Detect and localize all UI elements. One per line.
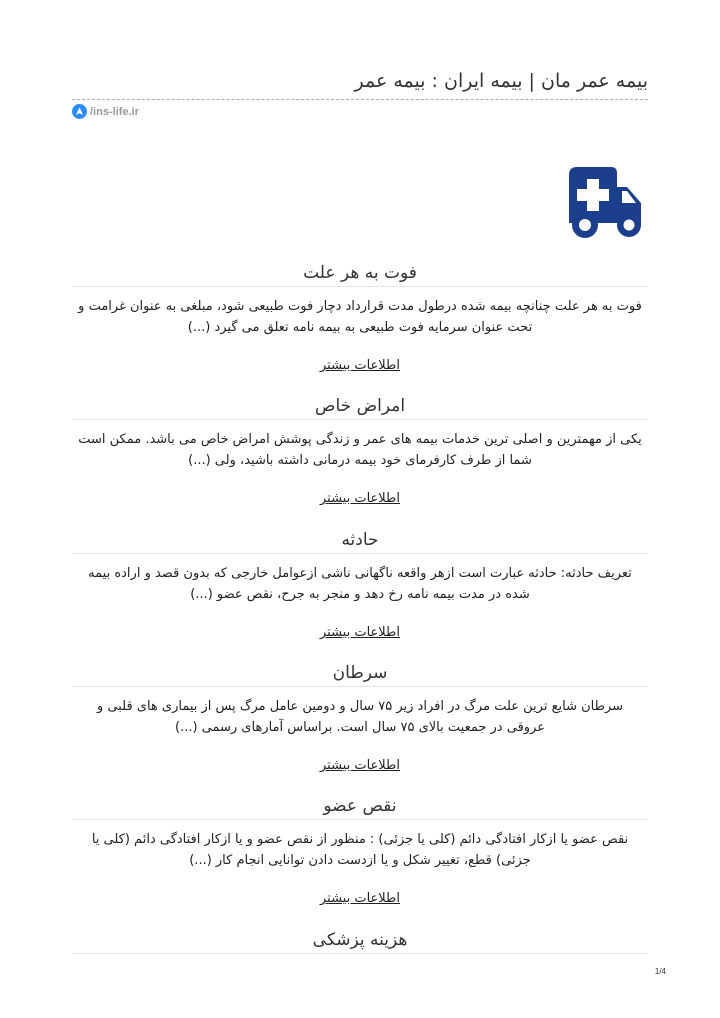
navigation-arrow-icon — [72, 104, 87, 119]
section-description: نقص عضو یا ازکار افتادگی دائم (کلی یا جزئی) : منظور از نقص عضو و یا ازکار افتادگی دائم (کلی یا جزئی) قطع، تغییر شکل و یا ازدست دادن توانایی انجام کار (...) — [91, 832, 629, 868]
section-accidental-death — [72, 260, 648, 375]
section-divider — [72, 953, 648, 954]
section-accident — [72, 527, 648, 642]
section-title: هزینه پزشکی — [312, 930, 408, 950]
section-divider — [72, 286, 648, 287]
section-description: تعریف حادثه: حادثه عبارت است ازهر واقعه ناگهانی ناشی ازعوامل خارجی که بدون قصد و اراده بیمه شده در مدت بیمه نامه رخ دهد و منجر به جرح، نقص عضو (...) — [88, 566, 632, 602]
source-url-text: /ins-life.ir — [90, 105, 139, 118]
section-divider — [72, 419, 648, 420]
section-divider — [72, 819, 648, 820]
section-title: حادثه — [341, 530, 379, 550]
more-info-link[interactable]: اطلاعات بیشتر — [319, 491, 401, 506]
page-title: بیمه عمر مان | بیمه ایران : بیمه عمر — [354, 70, 648, 92]
section-divider — [72, 686, 648, 687]
section-medical-expenses — [72, 927, 648, 954]
section-disability — [72, 793, 648, 908]
section-title: فوت به هر علت — [303, 263, 417, 283]
section-title: امراض خاص — [314, 396, 406, 416]
section-special-diseases — [72, 393, 648, 508]
page-number: 1/4 — [654, 967, 666, 976]
section-description: یکی از مهمترین و اصلی ترین خدمات بیمه های عمر و زندگی پوشش امراض خاص می باشد. ممکن است شما از طرف کارفرمای خود بیمه درمانی داشته باشید، ولی (...) — [78, 432, 642, 468]
more-info-link[interactable]: اطلاعات بیشتر — [319, 358, 401, 373]
ambulance-icon — [563, 163, 645, 241]
section-description: فوت به هر علت چنانچه بیمه شده درطول مدت قرارداد دچار فوت طبیعی شود، مبلغی به عنوان غرامت و تحت عنوان سرمایه فوت طبیعی به بیمه نامه تعلق می گیرد (...) — [78, 299, 642, 335]
section-divider — [72, 553, 648, 554]
source-url[interactable] — [72, 104, 139, 119]
more-info-link[interactable]: اطلاعات بیشتر — [319, 891, 401, 906]
more-info-link[interactable]: اطلاعات بیشتر — [319, 625, 401, 640]
section-title: نقص عضو — [323, 796, 397, 816]
section-description: سرطان شایع ترین علت مرگ در افراد زیر ۷۵ سال و دومین عامل مرگ پس از بیماری های قلبی و عروقی در جمعیت بالای ۷۵ سال است. براساس آمارهای رسمی (...) — [96, 699, 624, 735]
section-title: سرطان — [332, 663, 388, 683]
more-info-link[interactable]: اطلاعات بیشتر — [319, 758, 401, 773]
title-divider — [72, 99, 648, 100]
section-cancer — [72, 660, 648, 775]
